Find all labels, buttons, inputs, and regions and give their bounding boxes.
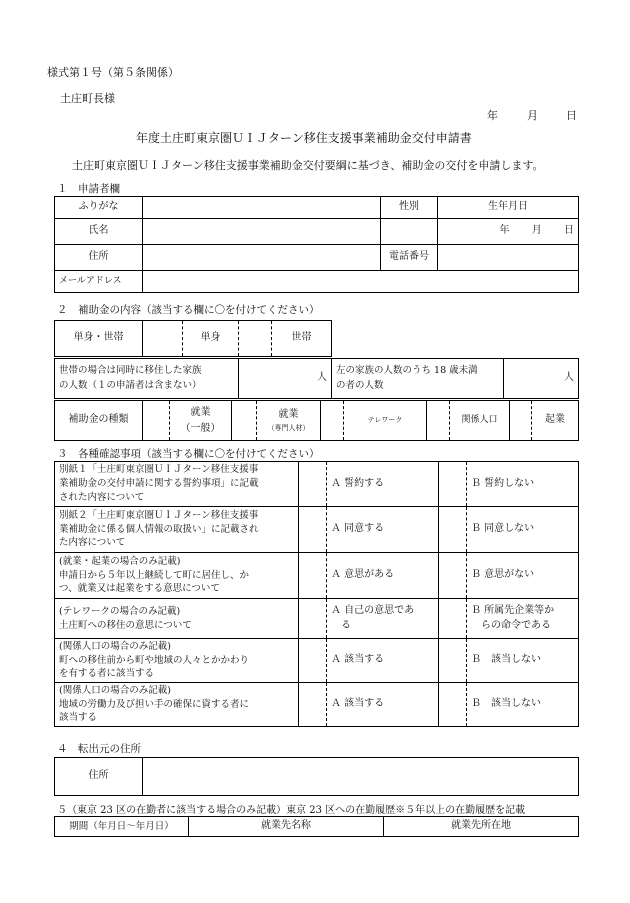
- confirm-row: [55, 683, 579, 727]
- birth-month-label: 月: [531, 225, 542, 237]
- email-field[interactable]: [143, 271, 579, 293]
- option-b-check[interactable]: [439, 462, 467, 507]
- origin-address-label: 住所: [55, 758, 143, 796]
- option-a-label: Ａ 該当する: [327, 683, 439, 727]
- option-b-label: Ｂ 同意しない: [467, 507, 579, 553]
- confirm-question: (テレワークの場合のみ記載) 土庄町への移住の意思について: [55, 599, 299, 639]
- name-field[interactable]: [143, 219, 381, 245]
- date-year-label: 年: [487, 109, 498, 122]
- company-header: 就業先名称: [189, 817, 384, 837]
- option-a-label: Ａ 該当する: [327, 639, 439, 683]
- addressee: 土庄町長様: [60, 92, 115, 105]
- option-a-check[interactable]: [299, 599, 327, 639]
- option-b-check[interactable]: [439, 553, 467, 599]
- option-a-check[interactable]: [299, 553, 327, 599]
- birthdate-label: 生年月日: [438, 197, 579, 219]
- option-b-label: Ｂ 該当しない: [467, 639, 579, 683]
- location-header: 就業先所在地: [384, 817, 579, 837]
- startup-label: 起業: [532, 401, 579, 441]
- option-b-check[interactable]: [439, 683, 467, 727]
- option-b-label: Ｂ 該当しない: [467, 683, 579, 727]
- related-pop-check[interactable]: [427, 401, 450, 441]
- under18-field[interactable]: [504, 359, 579, 399]
- address-field[interactable]: [143, 245, 381, 271]
- gender-field[interactable]: [381, 219, 438, 245]
- confirm-question: (関係人口の場合のみ記載) 町への移住前から町や地域の人々とかかわり を有する者に該当する: [55, 639, 299, 683]
- gender-label: 性別: [381, 197, 438, 219]
- move-count-label: 世帯の場合は同時に移住した家族 の人数（１の申請者は含まない）: [55, 359, 239, 399]
- section1-heading: １ 申請者欄: [57, 183, 120, 195]
- family-check[interactable]: [239, 321, 272, 357]
- single-check[interactable]: [143, 321, 183, 357]
- furigana-label: ふりがな: [55, 197, 143, 219]
- option-b-check[interactable]: [439, 599, 467, 639]
- telework-label: テレワーク: [344, 401, 427, 441]
- subsidy-type-label: 補助金の種類: [55, 401, 143, 441]
- option-a-check[interactable]: [299, 683, 327, 727]
- subsidy-type-table: [54, 400, 579, 441]
- confirm-row: [55, 462, 579, 507]
- birth-year-label: 年: [499, 225, 510, 237]
- origin-address-table: [54, 757, 579, 796]
- person-unit-2: 人: [564, 372, 574, 384]
- email-label: メールアドレス: [55, 271, 143, 293]
- date-day-label: 日: [566, 109, 577, 122]
- move-count-field[interactable]: [239, 359, 332, 399]
- confirm-row: [55, 553, 579, 599]
- work-pro-label: 就業 （専門人材）: [257, 401, 321, 441]
- phone-field[interactable]: [438, 245, 579, 271]
- option-a-check[interactable]: [299, 639, 327, 683]
- section3-heading: ３ 各種確認事項（該当する欄に〇を付けてください）: [57, 448, 320, 460]
- confirm-row: [55, 599, 579, 639]
- phone-label: 電話番号: [381, 245, 438, 271]
- work-pro-check[interactable]: [232, 401, 257, 441]
- birth-day-label: 日: [564, 225, 574, 237]
- intro-text: 土庄町東京圏ＵＩＪターン移住支援事業補助金交付要綱に基づき、補助金の交付を申請します。: [72, 159, 544, 172]
- form-number: 様式第１号（第５条関係）: [47, 66, 179, 79]
- name-label: 氏名: [55, 219, 143, 245]
- startup-check[interactable]: [510, 401, 532, 441]
- confirm-question: 別紙２「土庄町東京圏ＵＩＪターン移住支援事 業補助金に係る個人情報の取扱い」に記載され た内容について: [55, 507, 299, 553]
- confirm-question: (就業・起業の場合のみ記載) 申請日から５年以上継続して町に居住し、か つ、就業又は起業をする意思について: [55, 553, 299, 599]
- document-title: 年度土庄町東京圏ＵＩＪターン移住支援事業補助金交付申請書: [136, 131, 472, 145]
- origin-address-field[interactable]: [143, 758, 579, 796]
- option-a-label: Ａ 同意する: [327, 507, 439, 553]
- family-count-table: [54, 358, 579, 399]
- option-a-label: Ａ 意思がある: [327, 553, 439, 599]
- option-a-check[interactable]: [299, 462, 327, 507]
- under18-label: 左の家族の人数のうち 18 歳未満 の者の人数: [332, 359, 504, 399]
- telework-check[interactable]: [321, 401, 344, 441]
- person-unit: 人: [317, 372, 327, 384]
- household-table: [54, 320, 332, 357]
- option-b-label: Ｂ 所属先企業等か らの命令である: [467, 599, 579, 639]
- applicant-table: [54, 196, 579, 293]
- work-general-label: 就業 （一般）: [170, 401, 232, 441]
- work-general-check[interactable]: [143, 401, 170, 441]
- period-header: 期間（年月日～年月日）: [55, 817, 189, 837]
- work-history-table: [54, 816, 579, 837]
- furigana-field[interactable]: [143, 197, 381, 219]
- address-label: 住所: [55, 245, 143, 271]
- section2-heading: ２ 補助金の内容（該当する欄に〇を付けてください）: [57, 304, 320, 316]
- section4-heading: ４ 転出元の住所: [57, 743, 141, 755]
- option-b-label: Ｂ 意思がない: [467, 553, 579, 599]
- confirmation-table: [54, 461, 579, 727]
- option-a-label: Ａ 誓約する: [327, 462, 439, 507]
- confirm-question: 別紙１「土庄町東京圏ＵＩＪターン移住支援事 業補助金の交付申請に関する誓約事項」に記載 された内容について: [55, 462, 299, 507]
- option-b-check[interactable]: [439, 507, 467, 553]
- confirm-question: (関係人口の場合のみ記載) 地域の労働力及び担い手の確保に資する者に 該当する: [55, 683, 299, 727]
- birthdate-field[interactable]: [438, 219, 579, 245]
- single-label: 単身: [183, 321, 239, 357]
- confirm-row: [55, 639, 579, 683]
- date-month-label: 月: [527, 109, 538, 122]
- single-family-label: 単身・世帯: [55, 321, 143, 357]
- family-label: 世帯: [272, 321, 332, 357]
- section5-heading: ５（東京 23 区の在勤者に該当する場合のみ記載）東京 23 区への在勤履歴※５年以上の在勤履歴を記載: [57, 805, 526, 816]
- related-pop-label: 関係人口: [450, 401, 510, 441]
- option-a-check[interactable]: [299, 507, 327, 553]
- option-b-label: Ｂ 誓約しない: [467, 462, 579, 507]
- option-b-check[interactable]: [439, 639, 467, 683]
- confirm-row: [55, 507, 579, 553]
- option-a-label: Ａ 自己の意思であ る: [327, 599, 439, 639]
